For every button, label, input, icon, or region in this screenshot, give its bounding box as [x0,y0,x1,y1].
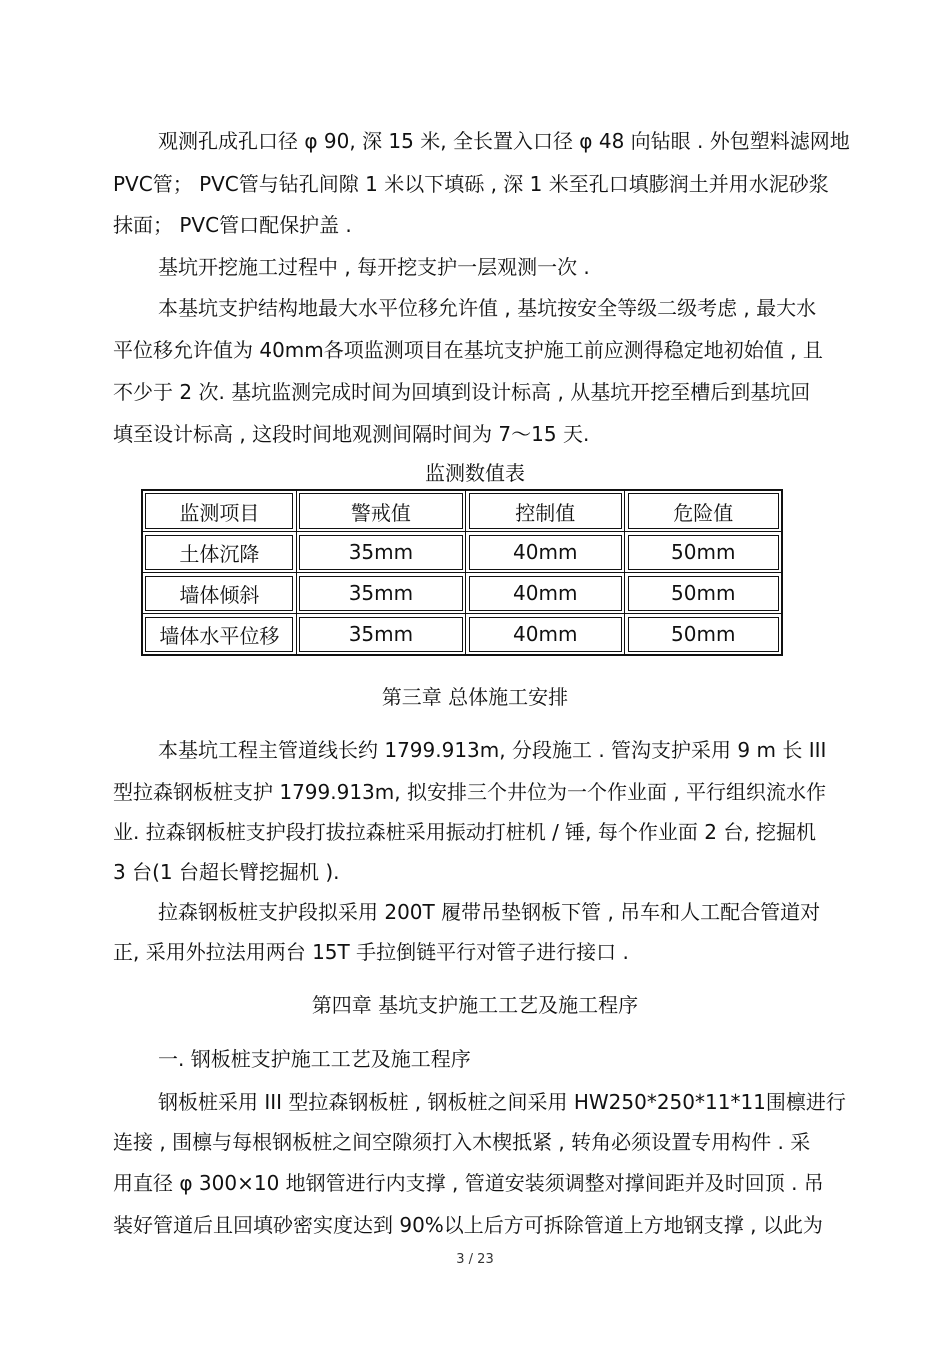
paragraph-line: PVC管； PVC管与钻孔间隙 1 米以下填砾 , 深 1 米至孔口填膨润土并用水泥砂浆 [113,172,829,196]
chapter-title: 第三章 总体施工安排 [381,685,569,709]
paragraph-line: 本基坑工程主管道线长约 1799.913m, 分段施工 . 管沟支护采用 9 m 长 III [158,738,827,762]
paragraph-line: 装好管道后且回填砂密实度达到 90%以上后方可拆除管道上方地钢支撑 , 以此为 [113,1213,823,1237]
chapter-title: 第四章 基坑支护施工工艺及施工程序 [311,993,639,1017]
monitoring-table [141,489,783,656]
table-row [142,614,782,656]
paragraph-line: 填至设计标高 , 这段时间地观测间隔时间为 7～15 天. [113,422,590,446]
table-header-row [142,490,782,532]
paragraph-line: 型拉森钢板桩支护 1799.913m, 拟安排三个井位为一个作业面 , 平行组织流水作 [113,780,827,804]
table-cell: 墙体倾斜 [142,573,296,614]
header-cell: 控制值 [466,490,625,532]
table-row [142,532,782,573]
paragraph-line: 本基坑支护结构地最大水平位移允许值 , 基坑按安全等级二级考虑 , 最大水 [158,296,817,320]
paragraph-line: 连接 , 围檩与每根钢板桩之间空隙须打入木楔抵紧 , 转角必须设置专用构件 . 采 [113,1130,811,1154]
page-number: 3 / 23 [456,1252,494,1267]
paragraph-line: 拉森钢板桩支护段拟采用 200T 履带吊垫钢板下管 , 吊车和人工配合管道对 [158,900,821,924]
paragraph-line: 观测孔成孔口径 φ 90, 深 15 米, 全长置入口径 φ 48 向钻眼 . 外包塑料滤网地 [158,129,850,153]
table-cell: 40mm [466,573,625,614]
table-cell: 35mm [296,573,465,614]
table-caption: 监测数值表 [425,461,525,485]
paragraph-line: 正, 采用外拉法用两台 15T 手拉倒链平行对管子进行接口 . [113,940,629,964]
header-cell: 危险值 [625,490,782,532]
table-cell: 50mm [625,573,782,614]
paragraph-line: 不少于 2 次. 基坑监测完成时间为回填到设计标高 , 从基坑开挖至槽后到基坑回 [113,380,811,404]
paragraph-line: 抹面； PVC管口配保护盖 . [113,213,352,237]
paragraph-line: 平位移允许值为 40mm各项监测项目在基坑支护施工前应测得稳定地初始值 , 且 [113,338,823,362]
table-cell: 35mm [296,614,465,656]
header-cell: 警戒值 [296,490,465,532]
table-row [142,573,782,614]
section-heading: 一. 钢板桩支护施工工艺及施工程序 [158,1047,471,1071]
table-cell: 50mm [625,532,782,573]
paragraph-line: 3 台(1 台超长臂挖掘机 ). [113,860,340,884]
header-cell: 监测项目 [142,490,296,532]
paragraph-line: 用直径 φ 300×10 地钢管进行内支撑 , 管道安装须调整对撑间距并及时回顶 . 吊 [113,1171,824,1195]
table-cell: 墙体水平位移 [142,614,296,656]
paragraph-line: 钢板桩采用 III 型拉森钢板桩 , 钢板桩之间采用 HW250*250*11*11围檩进行 [158,1090,846,1114]
table-cell: 土体沉降 [142,532,296,573]
table-cell: 40mm [466,532,625,573]
table-cell: 50mm [625,614,782,656]
table-cell: 40mm [466,614,625,656]
paragraph-line: 基坑开挖施工过程中 , 每开挖支护一层观测一次 . [158,255,590,279]
table-cell: 35mm [296,532,465,573]
paragraph-line: 业. 拉森钢板桩支护段打拔拉森桩采用振动打桩机 / 锤, 每个作业面 2 台, 挖掘机 [113,820,817,844]
